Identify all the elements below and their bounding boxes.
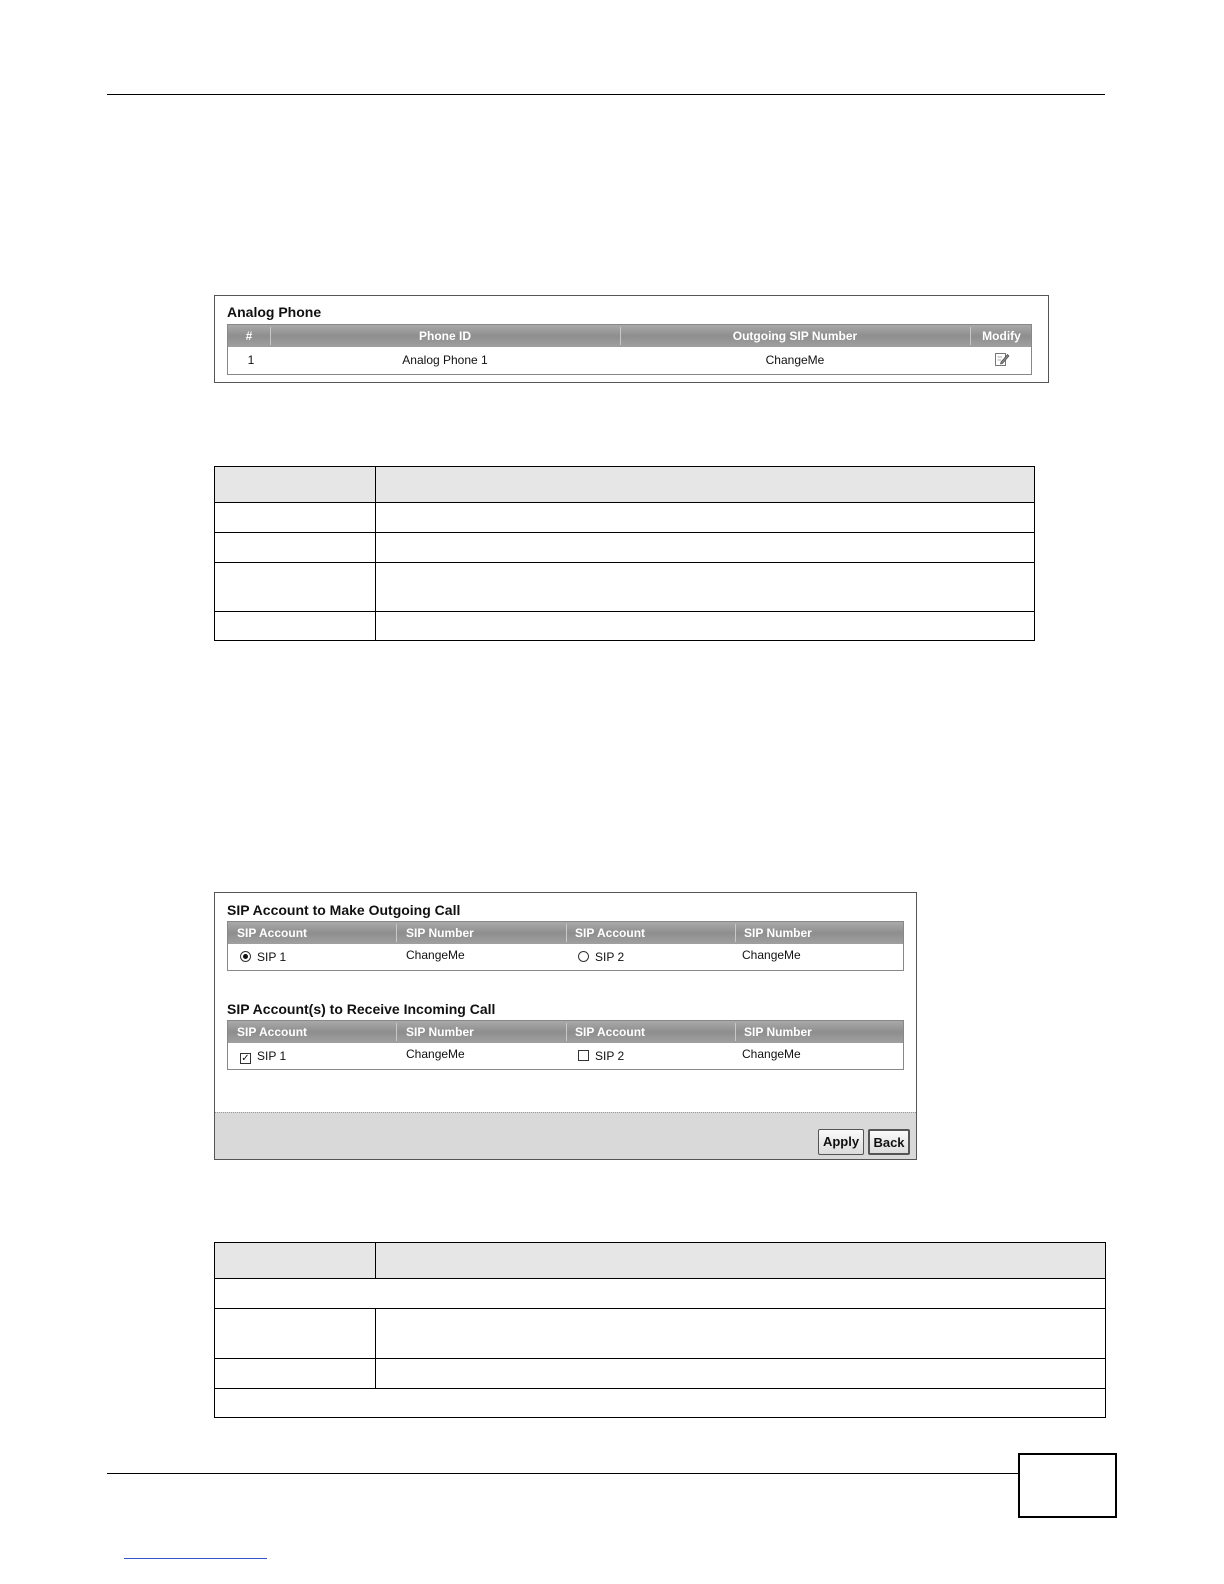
col-modify-header: Modify (982, 329, 1021, 343)
analog-phone-title: Analog Phone (227, 304, 322, 320)
outgoing-sip1-radio[interactable] (240, 951, 251, 962)
outgoing-call-title: SIP Account to Make Outgoing Call (227, 902, 461, 918)
outgoing-sip2-radio[interactable] (578, 951, 589, 962)
column-separator (566, 1023, 567, 1041)
col-sip-account-header: SIP Account (575, 926, 646, 940)
column-separator (566, 924, 567, 942)
outgoing-sip2-label: SIP 2 (595, 950, 625, 964)
incoming-sip2-checkbox[interactable] (578, 1050, 589, 1061)
outgoing-table-header (228, 922, 903, 944)
incoming-sip2-label: SIP 2 (595, 1049, 625, 1063)
col-sip-account-header: SIP Account (237, 1025, 308, 1039)
outgoing-sip1-option[interactable] (240, 944, 286, 970)
table-header-row (215, 467, 1034, 503)
col-sip-number-header: SIP Number (406, 926, 474, 940)
outgoing-sip2-option[interactable] (578, 944, 624, 970)
outgoing-call-table (227, 921, 904, 971)
row-outgoing-sip-number: ChangeMe (765, 353, 825, 367)
table-section-row (215, 1279, 1105, 1309)
col-outgoing-sip-number-header: Outgoing SIP Number (732, 329, 858, 343)
incoming-sip1-number: ChangeMe (406, 1047, 465, 1061)
description-table-1 (214, 466, 1035, 641)
modify-cell (970, 347, 1033, 373)
analog-phone-table (227, 324, 1032, 375)
incoming-call-table (227, 1020, 904, 1070)
button-bar (215, 1112, 916, 1159)
row-number: 1 (247, 353, 255, 367)
outgoing-sip1-number: ChangeMe (406, 948, 465, 962)
col-sip-number-header: SIP Number (406, 1025, 474, 1039)
col-phone-id-header: Phone ID (418, 329, 471, 343)
header-rule (107, 94, 1105, 95)
table-row (215, 1359, 1105, 1389)
table-row (215, 533, 1034, 563)
row-phone-id: Analog Phone 1 (402, 353, 488, 367)
outgoing-sip1-label: SIP 1 (257, 950, 287, 964)
apply-button[interactable]: Apply (818, 1129, 864, 1155)
col-sip-account-header: SIP Account (237, 926, 308, 940)
col-number-header: # (245, 329, 253, 343)
incoming-sip1-checkbox[interactable]: ✓ (241, 1053, 250, 1064)
table-row (228, 1043, 903, 1069)
table-row (215, 503, 1034, 533)
footer-link-underline[interactable] (124, 1558, 267, 1559)
column-divider (375, 1309, 376, 1389)
description-table-2 (214, 1242, 1106, 1418)
analog-phone-panel (214, 295, 1049, 383)
table-row (215, 563, 1034, 612)
incoming-sip1-label: SIP 1 (257, 1049, 287, 1063)
col-sip-number-header: SIP Number (744, 1025, 812, 1039)
table-row (228, 347, 1031, 373)
table-row (228, 944, 903, 970)
column-separator (735, 1023, 736, 1041)
incoming-sip2-number: ChangeMe (742, 1047, 801, 1061)
table-row (215, 1309, 1105, 1359)
column-separator (396, 924, 397, 942)
incoming-sip2-option[interactable] (578, 1043, 624, 1069)
column-separator (735, 924, 736, 942)
back-button[interactable]: Back (868, 1129, 910, 1155)
col-sip-account-header: SIP Account (575, 1025, 646, 1039)
edit-icon[interactable] (994, 351, 1010, 367)
analog-phone-table-header (228, 325, 1031, 347)
incoming-call-title: SIP Account(s) to Receive Incoming Call (227, 1001, 496, 1017)
column-divider (375, 1243, 376, 1279)
column-separator (396, 1023, 397, 1041)
sip-settings-panel (214, 892, 917, 1160)
incoming-sip1-option[interactable] (240, 1043, 286, 1069)
table-header-row (215, 1243, 1105, 1279)
outgoing-sip2-number: ChangeMe (742, 948, 801, 962)
page-number-box (1018, 1453, 1117, 1518)
col-sip-number-header: SIP Number (744, 926, 812, 940)
footer-rule (107, 1473, 1019, 1474)
incoming-table-header (228, 1021, 903, 1043)
column-divider (375, 467, 376, 640)
